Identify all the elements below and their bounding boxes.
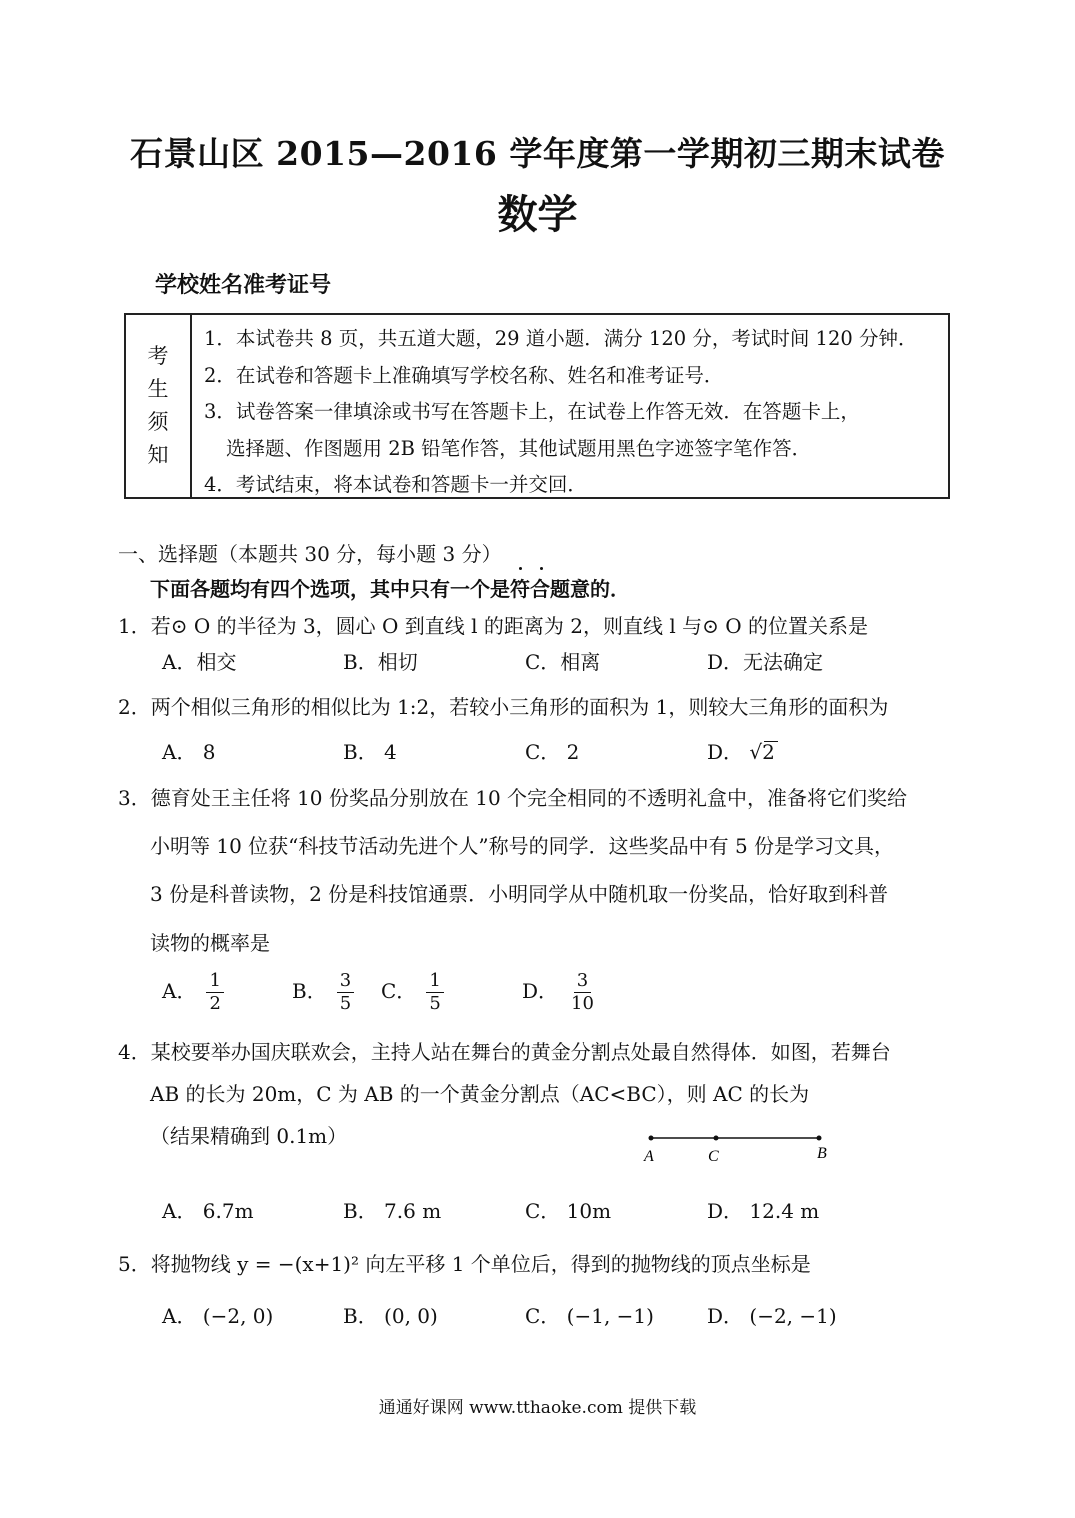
q2-option-a: A． 8 [162,740,216,764]
q3-option-c [381,970,444,1015]
q3-option-b-letter: B． [292,979,327,1003]
fraction [426,970,443,1015]
notice-item: 3．试卷答案一律填涂或书写在答题卡上，在试卷上作答无效．在答题卡上， [204,400,860,423]
q1-option-d: D．无法确定 [707,650,824,674]
fraction [337,970,354,1015]
q2-option-d [707,736,775,765]
notice-heading-char: 考 [147,344,169,368]
question-3-line: 读物的概率是 [150,931,270,955]
emphasis-dot [540,567,543,570]
q4-option-c: C． 10m [525,1199,612,1223]
q4-option-a: A． 6.7m [162,1199,254,1223]
question-3-line: 3 份是科普读物，2 份是科技馆通票．小明同学从中随机取一份奖品，恰好取到科普 [150,882,889,906]
notice-item: 4．考试结束，将本试卷和答题卡一并交回． [204,473,587,496]
fraction-numerator: 1 [426,970,443,993]
sqrt-symbol: √ [749,740,763,764]
notice-items [192,315,948,497]
fraction-numerator: 3 [574,970,591,993]
notice-item: 选择题、作图题用 2B 铅笔作答，其他试题用黑色字迹签字笔作答． [226,436,812,460]
q2-option-d-letter: D． [707,740,744,764]
page-footer: 通通好课网 www.tthaoke.com 提供下载 [378,1398,697,1418]
fraction-denominator: 5 [429,993,441,1014]
fraction [568,970,597,1015]
notice-heading-char: 须 [147,410,169,434]
notice-heading-char: 知 [147,443,169,467]
q3-option-d-letter: D． [522,979,559,1003]
notice-item: 2．在试卷和答题卡上准确填写学校名称、姓名和准考证号． [204,363,724,387]
q5-option-d: D． (−2, −1) [707,1304,837,1328]
label-c: C [708,1148,719,1165]
question-4-line: AB 的长为 20m，C 为 AB 的一个黄金分割点（AC<BC），则 AC 的长为 [150,1082,810,1106]
q3-option-a-letter: A． [162,979,197,1003]
notice-heading [126,315,192,497]
point-a [649,1136,654,1141]
section-instruction: 下面各题均有四个选项，其中只有一个是符合题意的． [150,577,630,601]
fraction-denominator: 2 [209,993,221,1014]
point-b [817,1136,822,1141]
question-2-stem: 2．两个相似三角形的相似比为 1:2，若较小三角形的面积为 1，则较大三角形的面积为 [118,695,889,719]
notice-item: 1．本试卷共 8 页，共五道大题，29 道小题．满分 120 分，考试时间 120 分钟． [204,327,918,350]
q5-option-b: B． (0, 0) [343,1304,438,1328]
question-3-line: 小明等 10 位获“科技节活动先进个人”称号的同学．这些奖品中有 5 份是学习文具， [150,834,895,858]
q3-option-d [522,970,597,1015]
point-c [714,1136,719,1141]
fraction [206,970,223,1015]
q4-option-b: B． 7.6 m [343,1199,442,1223]
q3-option-b [292,970,354,1015]
fraction-denominator: 5 [339,993,352,1014]
question-4-line: 4．某校要举办国庆联欢会，主持人站在舞台的黄金分割点处最自然得体．如图，若舞台 [118,1040,891,1064]
notice-heading-char: 生 [147,377,169,401]
q2-option-c: C． 2 [525,740,580,764]
section-heading: 一、选择题（本题共 30 分，每小题 3 分） [118,542,502,566]
subject-title: 数学 [497,191,578,238]
question-1-stem: 1．若⊙ O 的半径为 3，圆心 O 到直线 l 的距离为 2，则直线 l 与⊙ O 的位置关系是 [118,614,868,638]
q3-option-c-letter: C． [381,979,417,1003]
q1-option-b: B．相切 [343,650,418,674]
question-4-line: （结果精确到 0.1m） [150,1124,348,1148]
emphasis-dot [519,567,522,570]
question-5-stem: 5．将抛物线 y = −(x+1)² 向左平移 1 个单位后，得到的抛物线的顶点坐标是 [118,1252,811,1276]
q3-option-a [162,970,224,1015]
label-b: B [817,1145,827,1162]
segment-ab-figure [636,1128,836,1168]
candidate-notice-box [124,313,950,499]
question-3-line: 3．德育处王主任将 10 份奖品分别放在 10 个完全相同的不透明礼盒中，准备将它们奖给 [118,786,908,810]
q1-option-a: A．相交 [162,650,237,674]
fraction-numerator: 1 [206,970,223,993]
exam-title: 石景山区 2015—2016 学年度第一学期初三期末试卷 [130,134,945,173]
fraction-numerator: 3 [337,970,354,993]
q2-option-b: B． 4 [343,740,397,764]
student-info-line: 学校姓名准考证号 [155,272,332,298]
label-a: A [644,1148,654,1165]
q5-option-a: A． (−2, 0) [162,1304,274,1328]
q1-option-c: C．相离 [525,650,601,674]
fraction-denominator: 10 [571,993,594,1014]
sqrt-radicand: 2 [762,740,775,764]
sqrt-expression [749,740,774,764]
q4-option-d: D． 12.4 m [707,1199,820,1223]
q5-option-c: C． (−1, −1) [525,1304,654,1328]
